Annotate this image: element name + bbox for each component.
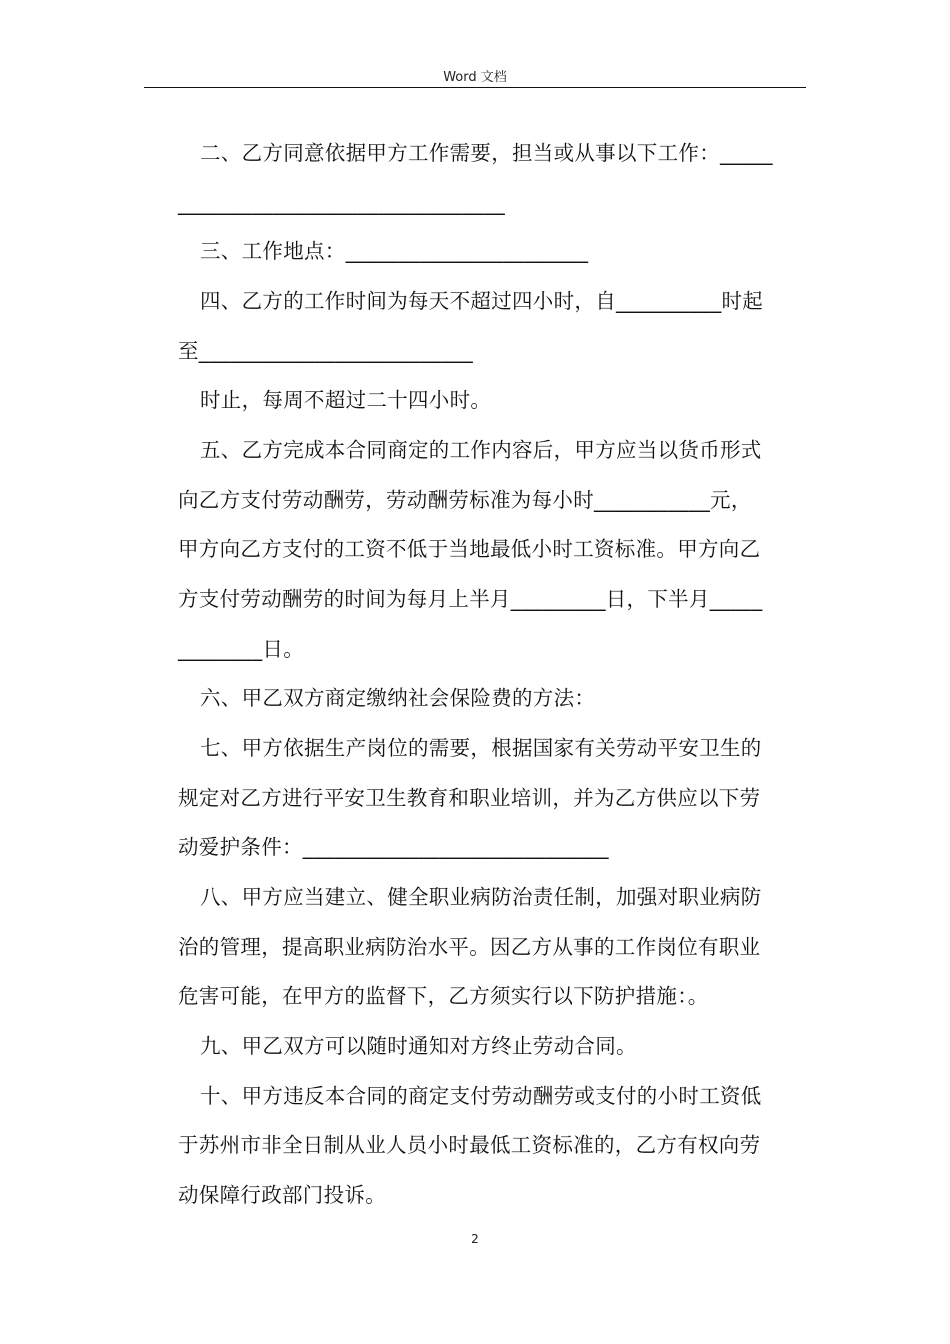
contract-line: 八、甲方应当建立、健全职业病防治责任制，加强对职业病防 <box>200 885 762 909</box>
contract-line: 三、工作地点：_______________________ <box>200 239 589 263</box>
contract-line: 动保障行政部门投诉。 <box>178 1183 386 1207</box>
contract-line: 至__________________________ <box>178 339 474 363</box>
contract-line: 时止，每周不超过二十四小时。 <box>200 388 492 412</box>
contract-line: 七、甲方依据生产岗位的需要，根据国家有关劳动平安卫生的 <box>200 736 762 760</box>
contract-line: 向乙方支付劳动酬劳，劳动酬劳标准为每小时___________元， <box>178 488 752 512</box>
contract-line: 治的管理，提高职业病防治水平。因乙方从事的工作岗位有职业 <box>178 935 761 959</box>
contract-line: 动爱护条件：_____________________________ <box>178 835 609 859</box>
page-number: 2 <box>471 1232 479 1246</box>
contract-line: 十、甲方违反本合同的商定支付劳动酬劳或支付的小时工资低 <box>200 1084 762 1108</box>
header-divider <box>144 87 806 88</box>
contract-line: 甲方向乙方支付的工资不低于当地最低小时工资标准。甲方向乙 <box>178 537 761 561</box>
contract-line: 五、乙方完成本合同商定的工作内容后，甲方应当以货币形式 <box>200 438 762 462</box>
contract-line: 四、乙方的工作时间为每天不超过四小时，自__________时起 <box>200 289 764 313</box>
contract-line: 方支付劳动酬劳的时间为每月上半月_________日，下半月_____ <box>178 587 763 611</box>
contract-line: 二、乙方同意依据甲方工作需要，担当或从事以下工作：_____ <box>200 141 773 165</box>
contract-line: 六、甲乙双方商定缴纳社会保险费的方法： <box>200 686 596 710</box>
contract-line: _______________________________ <box>178 191 506 215</box>
contract-line: 九、甲乙双方可以随时通知对方终止劳动合同。 <box>200 1034 637 1058</box>
contract-line: 于苏州市非全日制从业人员小时最低工资标准的，乙方有权向劳 <box>178 1133 761 1157</box>
contract-line: 规定对乙方进行平安卫生教育和职业培训，并为乙方供应以下劳 <box>178 786 761 810</box>
page-header: Word 文档 <box>443 70 507 85</box>
contract-line: ________日。 <box>178 637 304 661</box>
contract-line: 危害可能，在甲方的监督下，乙方须实行以下防护措施：。 <box>178 984 709 1008</box>
